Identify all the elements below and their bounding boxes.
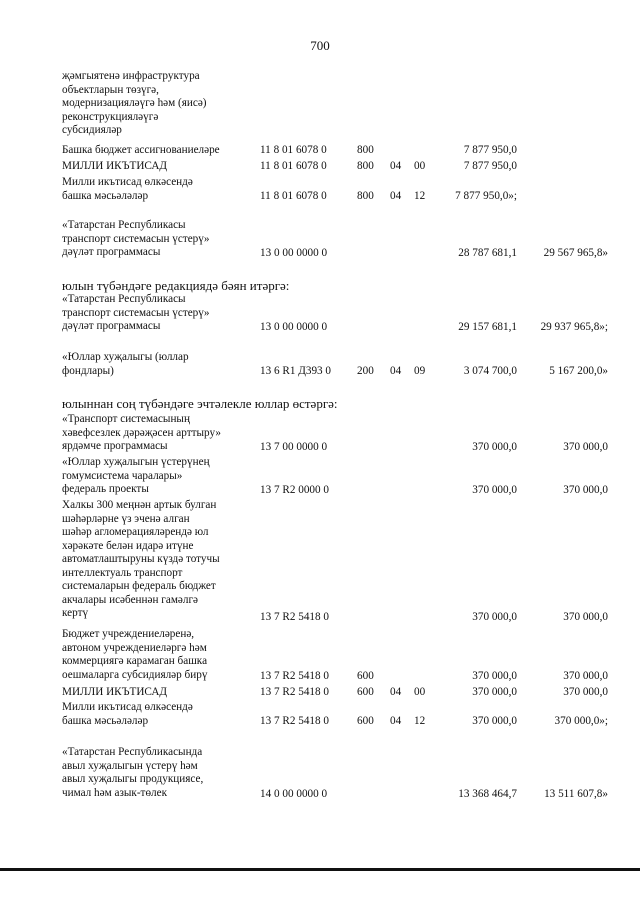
row-name: Милли икътисад өлкәсендә башка мәсьәләләр [62, 701, 193, 727]
row-sum-1: 13 368 464,7 [458, 788, 517, 800]
row-sum-2: 370 000,0 [563, 484, 608, 496]
row-vr: 800 [357, 190, 374, 202]
row-pr: 12 [414, 715, 426, 727]
row-rz: 04 [390, 715, 402, 727]
row-sum-1: 370 000,0 [472, 441, 517, 453]
row-name: Бюджет учреждениеләренә, автоном учреждениеләргә һәм коммерциягә карамаган башка оешмаларга субсидияләр бирү [62, 628, 208, 681]
row-vr: 600 [357, 670, 374, 682]
row-rz: 04 [390, 190, 402, 202]
row-sum-1: 370 000,0 [472, 715, 517, 727]
row-sum-2: 370 000,0»; [554, 715, 608, 727]
row-pr: 00 [414, 160, 426, 172]
row-vr: 800 [357, 160, 374, 172]
row-name: «Юллар хуҗалыгын үстерүнең гомумсистема чаралары» федераль проекты [62, 456, 210, 495]
row-sum-2: 29 567 965,8» [543, 247, 608, 259]
row-name: җәмгыятенә инфраструктура объектларын төзүгә, модернизацияләүгә һәм (яисә) реконструкцияләүгә субсидияләр [62, 70, 207, 136]
row-name: МИЛЛИ ИКЪТИСАД [62, 686, 168, 698]
row-code: 13 7 R2 5418 0 [260, 611, 329, 623]
row-sum-2: 13 511 607,8» [544, 788, 608, 800]
row-code: 13 7 R2 5418 0 [260, 686, 329, 698]
row-code: 11 8 01 6078 0 [260, 144, 327, 156]
row-pr: 00 [414, 686, 426, 698]
row-name: «Юллар хуҗалыгы (юллар фондлары) [62, 351, 189, 377]
row-name: МИЛЛИ ИКЪТИСАД [62, 160, 168, 172]
row-sum-1: 29 157 681,1 [458, 321, 517, 333]
row-pr: 09 [414, 365, 426, 377]
bottom-border-line [0, 868, 640, 871]
row-rz: 04 [390, 365, 402, 377]
row-vr: 600 [357, 715, 374, 727]
row-vr: 600 [357, 686, 374, 698]
row-code: 11 8 01 6078 0 [260, 160, 327, 172]
row-sum-2: 370 000,0 [563, 441, 608, 453]
row-code: 13 7 R2 5418 0 [260, 670, 329, 682]
page-number: 700 [310, 38, 330, 53]
row-name: «Транспорт системасының хәвефсезлек дәрәҗәсен арттыру» ярдәмче программасы [62, 413, 221, 452]
row-name: Башка бюджет ассигнованиеләре [62, 144, 220, 156]
row-code: 13 0 00 0000 0 [260, 321, 328, 333]
row-sum-1: 28 787 681,1 [458, 247, 517, 259]
row-code: 13 6 R1 Д393 0 [260, 365, 332, 377]
instruction-text: юлын түбәндәге редакциядә бәян итәргә: [62, 278, 290, 293]
row-sum-2: 370 000,0 [563, 611, 608, 623]
row-sum-2: 370 000,0 [563, 686, 608, 698]
row-sum-1: 7 877 950,0 [463, 144, 517, 156]
row-rz: 04 [390, 160, 402, 172]
row-name: «Татарстан Республикасы транспорт системасын үстерү» дәүләт программасы [62, 219, 210, 258]
row-code: 13 7 00 0000 0 [260, 441, 328, 453]
row-sum-1: 370 000,0 [472, 686, 517, 698]
row-sum-1: 3 074 700,0 [463, 365, 517, 377]
row-code: 13 7 R2 0000 0 [260, 484, 329, 496]
row-sum-1: 370 000,0 [472, 611, 517, 623]
row-sum-2: 5 167 200,0» [549, 365, 608, 377]
row-name: Халкы 300 меңнән артык булган шәһәрләрне үз эченә алган шәһәр агломерацияләрендә юл хәрәкәте белән идарә итүне автоматлаштыруны күздә тотучы интеллектуаль транспорт системаларын федераль бюджет акчалары исәбеннән гамәлгә кертү [62, 499, 220, 619]
row-code: 11 8 01 6078 0 [260, 190, 327, 202]
row-sum-1: 7 877 950,0»; [455, 190, 517, 202]
row-code: 14 0 00 0000 0 [260, 788, 328, 800]
row-sum-1: 370 000,0 [472, 484, 517, 496]
row-sum-1: 370 000,0 [472, 670, 517, 682]
row-sum-2: 370 000,0 [563, 670, 608, 682]
row-code: 13 7 R2 5418 0 [260, 715, 329, 727]
row-vr: 200 [357, 365, 374, 377]
row-code: 13 0 00 0000 0 [260, 247, 328, 259]
instruction-text: юлыннан соң түбәндәге эчтәлекле юллар өстәргә: [62, 396, 338, 411]
row-rz: 04 [390, 686, 402, 698]
row-name: «Татарстан Республикасында авыл хуҗалыгын үстерү һәм авыл хуҗалыгы продукциясе, чимал һәм азык-төлек [62, 746, 204, 799]
row-vr: 800 [357, 144, 374, 156]
row-name: «Татарстан Республикасы транспорт системасын үстерү» дәүләт программасы [62, 293, 210, 332]
row-sum-2: 29 937 965,8»; [540, 321, 608, 333]
row-pr: 12 [414, 190, 426, 202]
row-sum-1: 7 877 950,0 [463, 160, 517, 172]
row-name: Милли икътисад өлкәсендә башка мәсьәләләр [62, 176, 193, 202]
